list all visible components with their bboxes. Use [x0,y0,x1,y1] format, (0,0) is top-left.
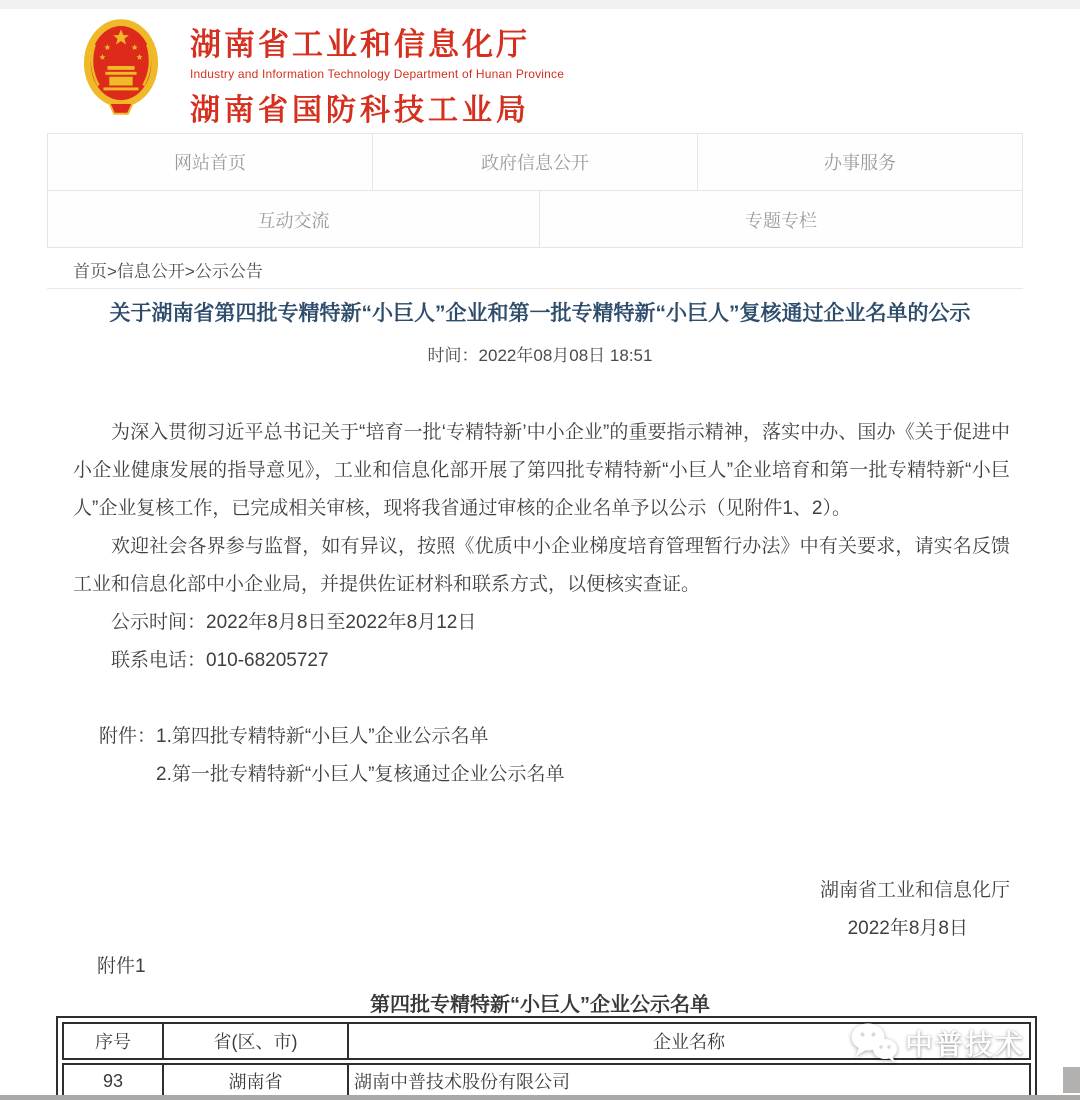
spacer [73,680,1010,718]
paragraph-1: 为深入贯彻习近平总书记关于“培育一批‘专精特新’中小企业”的重要指示精神，落实中办、国办《关于促进中小企业健康发展的指导意见》，工业和信息化部开展了第四批专精特新“小巨人”企业培育和第一批专精特新“小巨人”企业复核工作，已完成相关审核，现将我省通过审核的企业名单予以公示（见附件1、2）。 [73,422,1010,519]
table-header-row [62,1022,1031,1060]
corner-gray-block [1063,1067,1080,1093]
divider-line [47,288,1023,289]
cell-serial: 93 [64,1065,164,1097]
attachment1-label: 附件1 [97,956,146,977]
article-title: 关于湖南省第四批专精特新“小巨人”企业和第一批专精特新“小巨人”复核通过企业名单的公示 [109,302,971,325]
attachment-link-2[interactable]: 2.第一批专精特新“小巨人”复核通过企业公示名单 [156,764,565,785]
main-nav [47,133,1023,248]
signature-date: 2022年8月8日 [847,918,968,939]
bottom-edge-strip [0,1095,1080,1100]
attachments-label: 附件： [99,726,157,747]
attachment1-table-title: 第四批专精特新“小巨人”企业公示名单 [370,994,710,1016]
signature-org: 湖南省工业和信息化厅 [819,880,1010,901]
table-header-serial: 序号 [64,1024,164,1058]
company-table [56,1016,1037,1100]
org-title-main: 湖南省工业和信息化厅 [190,27,530,62]
nav-item-gov-info[interactable]: 政府信息公开 [372,134,697,190]
contact-phone: 联系电话：010-68205727 [111,650,329,671]
org-title-secondary: 湖南省国防科技工业局 [190,94,530,127]
china-national-emblem-icon [82,17,160,115]
nav-item-services[interactable]: 办事服务 [697,134,1022,190]
article-body [73,414,1010,794]
table-header-province: 省(区、市) [164,1024,349,1058]
table-row [62,1063,1031,1099]
cell-company-name: 湖南中普技术股份有限公司 [354,1072,570,1092]
nav-item-interaction[interactable]: 互动交流 [257,210,330,231]
paragraph-2: 欢迎社会各界参与监督，如有异议，按照《优质中小企业梯度培育管理暂行办法》中有关要求，请实名反馈工业和信息化部中小企业局，并提供佐证材料和联系方式，以便核实查证。 [73,536,1010,595]
cell-province: 湖南省 [164,1065,349,1097]
nav-item-special-columns[interactable]: 专题专栏 [539,191,1022,248]
notice-period: 公示时间：2022年8月8日至2022年8月12日 [111,612,477,633]
top-edge-strip [0,0,1080,9]
watermark-text: 中普技术 [905,1029,1026,1060]
site-header [0,9,1080,131]
org-title-english: Industry and Information Technology Department of Hunan Province [190,67,565,81]
table-header-company: 企业名称 [653,1032,725,1052]
article-timestamp: 时间：2022年08月08日 18:51 [427,346,653,365]
attachment-link-1[interactable]: 附件：1.第四批专精特新“小巨人”企业公示名单 [99,726,489,747]
nav-item-home[interactable]: 网站首页 [174,153,246,173]
breadcrumb[interactable]: 首页>信息公开>公示公告 [73,262,263,281]
